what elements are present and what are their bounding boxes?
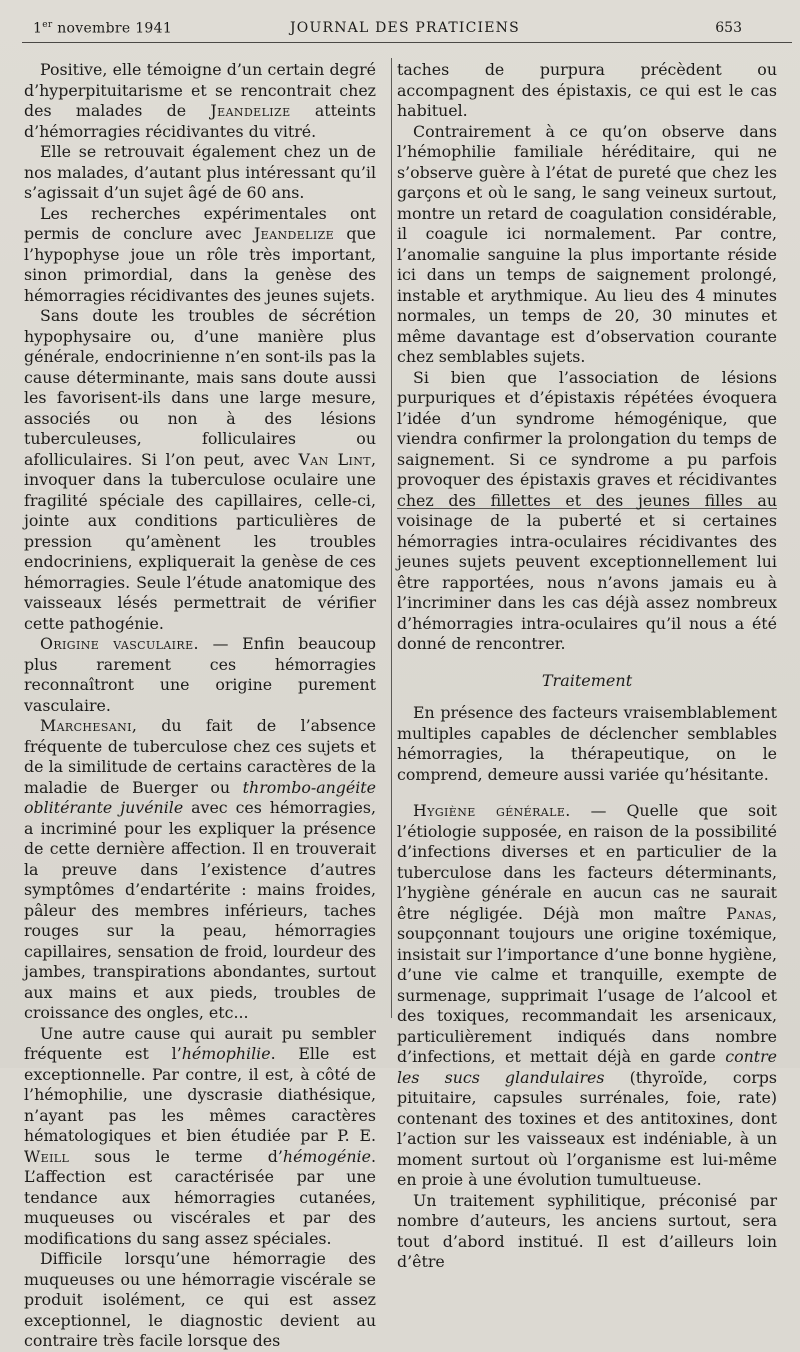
paragraph: Sans doute les troubles de sécrétion hypophysaire ou, d’une manière plus générale, endocrinienne n’en sont-ils pas la cause déterminante, mais sans doute aussi les favorisent-ils dans une large mesure, associés ou non à des lésions tuberculeuses, folliculaires ou afolliculaires. Si l’on peut, avec Van Lint, invoquer dans la tuberculose oculaire une fragilité spéciale des capillaires, celle-ci, jointe aux conditions particulières de pression qu’amènent les troubles endocriniens, expliquerait la genèse de ces hémorragies. Seule l’étude anatomique des vaisseaux lésés permettrait de vérifier cette pathogénie. <box>24 306 376 633</box>
paragraph: taches de purpura précèdent ou accompagnent des épistaxis, ce qui est le cas habituel. <box>397 60 777 120</box>
paragraph: Contrairement à ce qu’on observe dans l’hémophilie familiale héréditaire, qui ne s’observe guère à l’état de pureté que chez les garçons et où le sang, le sang veineux surtout, montre un retard de coagulation considérable, il coagule ici normalement. Par contre, l’anomalie sanguine la plus importante réside ici dans un temps de saignement prolongé, instable et arythmique. Au lieu des 4 minutes normales, un temps de 20, 30 minutes et même davantage est d’observation courante chez semblables sujets. <box>397 121 777 366</box>
header-rule <box>22 42 792 43</box>
paragraph-hygiene-generale: Hygiène générale. — Quelle que soit l’étiologie supposée, en raison de la possibilité d’infections diverses et en particulier de la tuberculose dans les facteurs déterminants, l’hygiène générale en aucun cas ne saurait être négligée. Déjà mon maître Panas, soupçonnant toujours une origine toxémique, insistait sur l’importance d’une bonne hygiène, d’une vie calme et tranquille, exempte de surmenage, supprimait l’usage de l’alcool et des toxiques, recommandait les arsenicaux, particulièrement indiqués dans nombre d’infections, et mettait déjà en garde contre les sucs glandulaires (thyroïde, corps pituitaire, capsules surrénales, foie, rate) contenant des toxines et des antitoxines, dont l’action sur les vaisseaux est indéniable, à un moment surtout où l’organisme est lui-même en proie à une évolution tumultueuse. <box>397 801 778 1189</box>
header-page-number: 653 <box>715 20 742 36</box>
paragraph: Si bien que l’association de lésions purpuriques et d’épistaxis répétées évoquera l’idée d’un syndrome hémogénique, que viendra confirmer la prolongation du temps de saignement. Si ce syndrome a pu parfois provoquer des épistaxis graves et récidivantes chez des fillettes et des jeunes filles au voisinage de la puberté et si certaines hémorragies intra-oculaires récidivantes des jeunes sujets peuvent exceptionnellement lui être rapportées, nous n’avons jamais eu à l’incriminer dans les cas déjà assez nombreux d’hémorragies intra-oculaires qu’il nous a été donné de rencontrer. <box>397 367 777 653</box>
paragraph: Difficile lorsqu’une hémorragie des muqueuses ou une hémorragie viscérale se produit isolément, ce qui est assez exceptionnel, le diagnostic devient au contraire très facile lorsque des <box>24 1249 376 1350</box>
paragraph: Positive, elle témoigne d’un certain degré d’hyperpituitarisme et se rencontrait chez des malades de Jeandelize atteints d’hémorragies récidivantes du vitré. <box>24 60 376 141</box>
header-date: 1er novembre 1941 <box>33 20 173 37</box>
paragraph: Les recherches expérimentales ont permis de conclure avec Jeandelize que l’hypophyse joue un rôle très important, sinon primordial, dans la genèse des hémorragies récidivantes des jeunes sujets. <box>24 203 376 305</box>
paragraph-origine-vasculaire: Origine vasculaire. — Enfin beaucoup plus rarement ces hémorragies reconnaîtront une origine purement vasculaire. <box>24 634 376 715</box>
column-divider <box>391 58 392 1018</box>
section-title-traitement: Traitement <box>541 670 633 690</box>
paragraph: Une autre cause qui aurait pu sembler fréquente est l’hémophilie. Elle est exceptionnelle. Par contre, il est, à côté de l’hémophilie, une dyscrasie diathésique, n’ayant pas les mêmes caractères hématologiques et bien étudiée par P. E. Weill sous le terme d’hémogénie. L’affection est caractérisée par une tendance aux hémorragies cutanées, muqueuses ou viscérales et par des modifications du sang assez spéciales. <box>24 1023 376 1248</box>
paragraph: Un traitement syphilitique, préconisé par nombre d’auteurs, les anciens surtout, sera tout d’abord institué. Il est d’ailleurs loin d’être <box>397 1190 777 1271</box>
left-column <box>24 60 376 1352</box>
right-column <box>397 60 777 1273</box>
header-journal-title: JOURNAL DES PRATICIENS <box>290 20 520 36</box>
paragraph: Elle se retrouvait également chez un de nos malades, d’autant plus intéressant qu’il s’agissait d’un sujet âgé de 60 ans. <box>24 142 376 202</box>
paragraph: En présence des facteurs vraisemblablement multiples capables de déclencher semblables hémorragies, la thérapeutique, on le comprend, demeure aussi variée qu’hésitante. <box>397 703 777 784</box>
running-header <box>0 0 800 40</box>
paragraph: Marchesani, du fait de l’absence fréquente de tuberculose chez ces sujets et de la similitude de certains caractères de la maladie de Buerger ou thrombo-angéite oblitérante juvénile avec ces hémorragies, a incriminé pour les expliquer la présence de cette dernière affection. Il en trouverait la preuve dans l’existence d’autres symptômes d’endartérite : mains froides, pâleur des membres inférieurs, taches rouges sur la peau, hémorragies capillaires, sensation de froid, lourdeur des jambes, transpirations abondantes, surtout aux mains et aux pieds, troubles de croissance des ongles, etc... <box>24 716 376 1022</box>
